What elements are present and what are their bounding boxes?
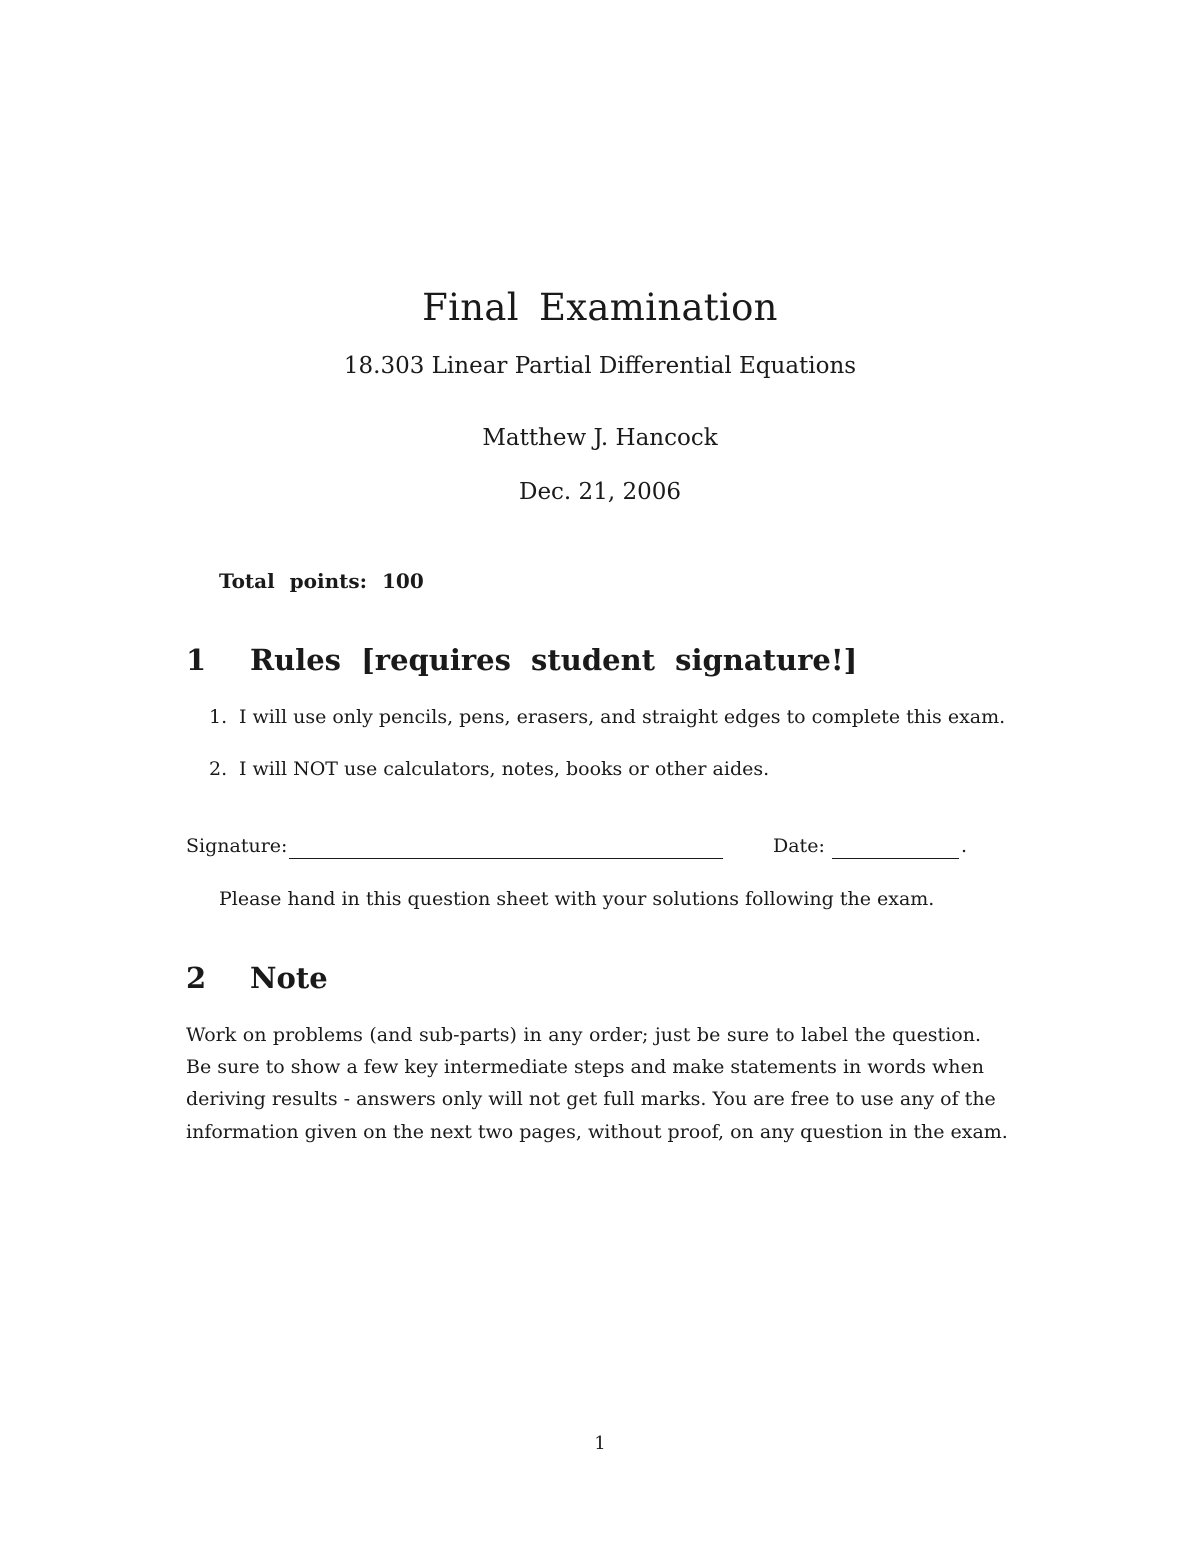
- total-points: Total points: 100: [219, 569, 424, 593]
- note-line: information given on the next two pages, without proof, on any question in the exam.: [186, 1121, 1008, 1143]
- rule-2-number: 2.: [209, 758, 228, 780]
- rule-2-text: I will NOT use calculators, notes, books or other aides.: [239, 758, 770, 780]
- section-2-title: Note: [250, 961, 328, 995]
- course-name: 18.303 Linear Partial Differential Equations: [343, 353, 857, 379]
- note-line: Work on problems (and sub-parts) in any order; just be sure to label the question.: [186, 1024, 981, 1046]
- section-1-number: 1: [186, 643, 207, 677]
- rule-1-number: 1.: [209, 706, 228, 728]
- signature-label: Signature:: [186, 835, 288, 857]
- date-suffix: .: [961, 835, 968, 857]
- section-1-title: Rules [requires student signature!]: [250, 643, 858, 677]
- author-name: Matthew J. Hancock: [482, 425, 718, 451]
- date-label: Date:: [773, 835, 825, 857]
- signature-line[interactable]: [289, 858, 723, 859]
- page-number: 1: [594, 1433, 606, 1454]
- date-line[interactable]: [832, 858, 959, 859]
- note-line: deriving results - answers only will not get full marks. You are free to use any of the: [186, 1088, 996, 1110]
- note-line: Be sure to show a few key intermediate steps and make statements in words when: [186, 1056, 985, 1078]
- exam-date: Dec. 21, 2006: [519, 479, 681, 505]
- page-title: Final Examination: [422, 286, 778, 329]
- section-2-number: 2: [186, 961, 207, 995]
- rule-1-text: I will use only pencils, pens, erasers, and straight edges to complete this exam.: [239, 706, 1006, 728]
- hand-in-instruction: Please hand in this question sheet with your solutions following the exam.: [219, 888, 935, 910]
